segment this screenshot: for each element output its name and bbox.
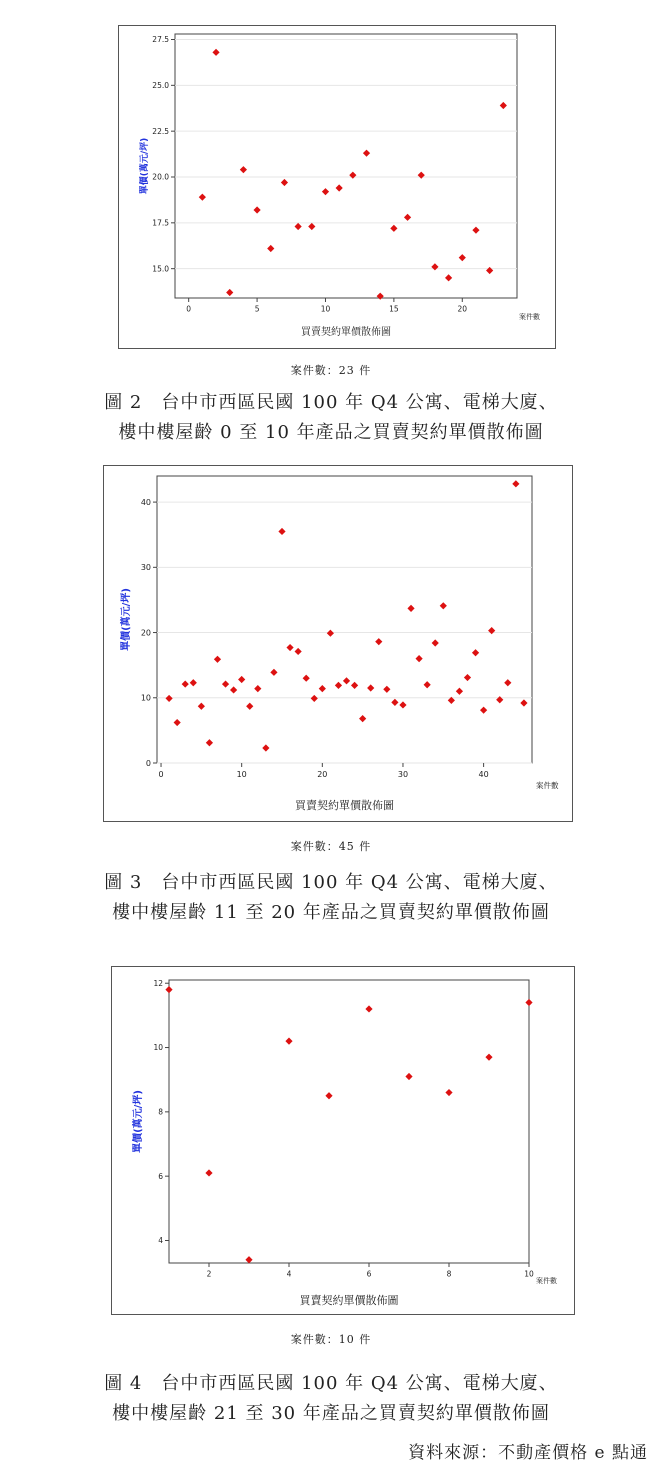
data-point xyxy=(472,227,479,234)
scatter-plot-2 xyxy=(104,466,574,823)
data-point xyxy=(343,677,350,684)
data-point xyxy=(405,1073,412,1080)
x-axis-corner-label: 案件數 xyxy=(536,1277,557,1285)
x-tick-label: 10 xyxy=(236,770,247,779)
data-point xyxy=(295,223,302,230)
caption-line-2: 樓中樓屋齡 11 至 20 年產品之買賣契約單價散佈圖 xyxy=(112,902,550,923)
data-point xyxy=(327,630,334,637)
data-point xyxy=(367,684,374,691)
data-point xyxy=(377,293,384,300)
data-point xyxy=(480,707,487,714)
data-point xyxy=(222,680,229,687)
data-point xyxy=(182,680,189,687)
data-point xyxy=(500,102,507,109)
data-point xyxy=(336,184,343,191)
data-point xyxy=(456,688,463,695)
x-axis-corner-label: 案件數 xyxy=(536,781,559,790)
data-point xyxy=(190,679,197,686)
y-tick-label: 22.5 xyxy=(152,126,169,136)
data-point xyxy=(488,627,495,634)
data-point xyxy=(230,686,237,693)
data-point xyxy=(359,715,366,722)
data-point xyxy=(525,999,532,1006)
data-point xyxy=(520,699,527,706)
data-point xyxy=(445,1089,452,1096)
data-point xyxy=(199,194,206,201)
data-point xyxy=(424,681,431,688)
y-tick-label: 40 xyxy=(140,497,151,507)
x-tick-label: 0 xyxy=(158,770,164,779)
case-count-1: 案件數：23 件 xyxy=(290,364,372,377)
data-point xyxy=(226,289,233,296)
data-point xyxy=(278,528,285,535)
data-point xyxy=(206,739,213,746)
data-point xyxy=(486,267,493,274)
y-tick-label: 10 xyxy=(153,1043,163,1053)
y-tick-label: 0 xyxy=(145,758,151,768)
case-count-2: 案件數：45 件 xyxy=(290,840,372,853)
x-tick-label: 8 xyxy=(446,1269,452,1279)
data-point xyxy=(246,703,253,710)
y-tick-label: 30 xyxy=(140,563,151,573)
data-point xyxy=(399,701,406,708)
data-point xyxy=(431,263,438,270)
y-tick-label: 8 xyxy=(158,1107,163,1117)
data-point xyxy=(165,695,172,702)
data-point xyxy=(351,682,358,689)
chart-panel-3 xyxy=(111,966,575,1315)
data-point xyxy=(245,1256,252,1263)
data-point xyxy=(418,172,425,179)
y-tick-label: 10 xyxy=(140,693,151,703)
plot-frame xyxy=(175,34,517,298)
data-point xyxy=(440,602,447,609)
data-point xyxy=(464,674,471,681)
y-tick-label: 20.0 xyxy=(152,172,169,182)
data-point xyxy=(174,719,181,726)
y-tick-label: 25.0 xyxy=(152,80,169,90)
data-point xyxy=(363,150,370,157)
data-point xyxy=(504,679,511,686)
y-axis-label: 單價(萬元/坪) xyxy=(133,1090,144,1153)
y-tick-label: 15.0 xyxy=(152,264,169,274)
data-point xyxy=(472,649,479,656)
data-point xyxy=(253,206,260,213)
data-point xyxy=(485,1054,492,1061)
x-tick-label: 20 xyxy=(317,770,328,779)
x-tick-label: 40 xyxy=(478,770,489,779)
x-tick-label: 10 xyxy=(524,1269,534,1279)
data-point xyxy=(459,254,466,261)
figure-caption-2 xyxy=(0,388,662,448)
x-tick-label: 2 xyxy=(206,1269,212,1279)
data-point xyxy=(238,676,245,683)
data-point xyxy=(212,49,219,56)
data-point xyxy=(254,685,261,692)
caption-line-2: 樓中樓屋齡 21 至 30 年產品之買賣契約單價散佈圖 xyxy=(112,1403,550,1424)
chart-panel-1 xyxy=(118,25,556,349)
x-tick-label: 4 xyxy=(286,1269,292,1279)
data-point xyxy=(349,172,356,179)
plot-frame xyxy=(157,476,532,763)
data-point xyxy=(407,605,414,612)
figure-caption-4 xyxy=(0,1369,662,1429)
data-point xyxy=(270,669,277,676)
plot-frame xyxy=(169,980,529,1263)
data-point xyxy=(285,1038,292,1045)
data-point xyxy=(365,1005,372,1012)
x-tick-label: 20 xyxy=(457,304,468,314)
data-point xyxy=(335,682,342,689)
caption-line-1: 圖 3 台中市西區民國 100 年 Q4 公寓、電梯大廈、 xyxy=(104,872,558,893)
data-point xyxy=(308,223,315,230)
data-point xyxy=(198,703,205,710)
y-axis-label: 單價(萬元/坪) xyxy=(121,588,132,651)
data-point xyxy=(262,744,269,751)
y-tick-label: 12 xyxy=(153,978,163,988)
x-tick-label: 10 xyxy=(320,304,331,314)
data-point xyxy=(496,696,503,703)
data-point xyxy=(240,166,247,173)
x-tick-label: 6 xyxy=(366,1269,372,1279)
data-point xyxy=(205,1169,212,1176)
data-point xyxy=(512,480,519,487)
case-count-3: 案件數：10 件 xyxy=(290,1333,372,1346)
data-point xyxy=(311,695,318,702)
y-tick-label: 4 xyxy=(158,1236,163,1246)
data-point xyxy=(281,179,288,186)
scatter-plot-3 xyxy=(112,967,576,1316)
data-point xyxy=(375,638,382,645)
data-point xyxy=(214,656,221,663)
data-point xyxy=(295,648,302,655)
scatter-plot-1 xyxy=(119,26,557,350)
data-point xyxy=(415,655,422,662)
data-point xyxy=(286,644,293,651)
data-point xyxy=(404,214,411,221)
data-point xyxy=(165,986,172,993)
figure-caption-3 xyxy=(0,868,662,928)
x-axis-label: 買賣契約單價散佈圖 xyxy=(295,799,394,812)
y-tick-label: 27.5 xyxy=(152,35,169,45)
y-tick-label: 17.5 xyxy=(152,218,169,228)
data-point xyxy=(322,188,329,195)
y-axis-label: 單價(萬元/坪) xyxy=(140,137,150,195)
x-axis-corner-label: 案件數 xyxy=(519,313,540,321)
data-point xyxy=(267,245,274,252)
x-tick-label: 5 xyxy=(254,304,260,314)
data-point xyxy=(391,699,398,706)
data-point xyxy=(445,274,452,281)
y-tick-label: 20 xyxy=(140,628,151,638)
x-axis-label: 買賣契約單價散佈圖 xyxy=(299,1294,399,1307)
data-point xyxy=(432,639,439,646)
data-point xyxy=(383,686,390,693)
x-tick-label: 15 xyxy=(389,304,399,314)
caption-line-2: 樓中樓屋齡 0 至 10 年產品之買賣契約單價散佈圖 xyxy=(118,422,544,443)
data-point xyxy=(325,1092,332,1099)
data-point xyxy=(319,685,326,692)
x-axis-label: 買賣契約單價散佈圖 xyxy=(301,327,391,338)
data-source: 資料來源：不動產價格 e 點通 xyxy=(408,1443,648,1463)
chart-panel-2 xyxy=(103,465,573,822)
caption-line-1: 圖 4 台中市西區民國 100 年 Q4 公寓、電梯大廈、 xyxy=(104,1373,558,1394)
data-point xyxy=(303,675,310,682)
x-tick-label: 0 xyxy=(186,304,192,314)
data-point xyxy=(390,225,397,232)
x-tick-label: 30 xyxy=(397,770,409,779)
caption-line-1: 圖 2 台中市西區民國 100 年 Q4 公寓、電梯大廈、 xyxy=(104,392,558,413)
y-tick-label: 6 xyxy=(158,1171,163,1181)
